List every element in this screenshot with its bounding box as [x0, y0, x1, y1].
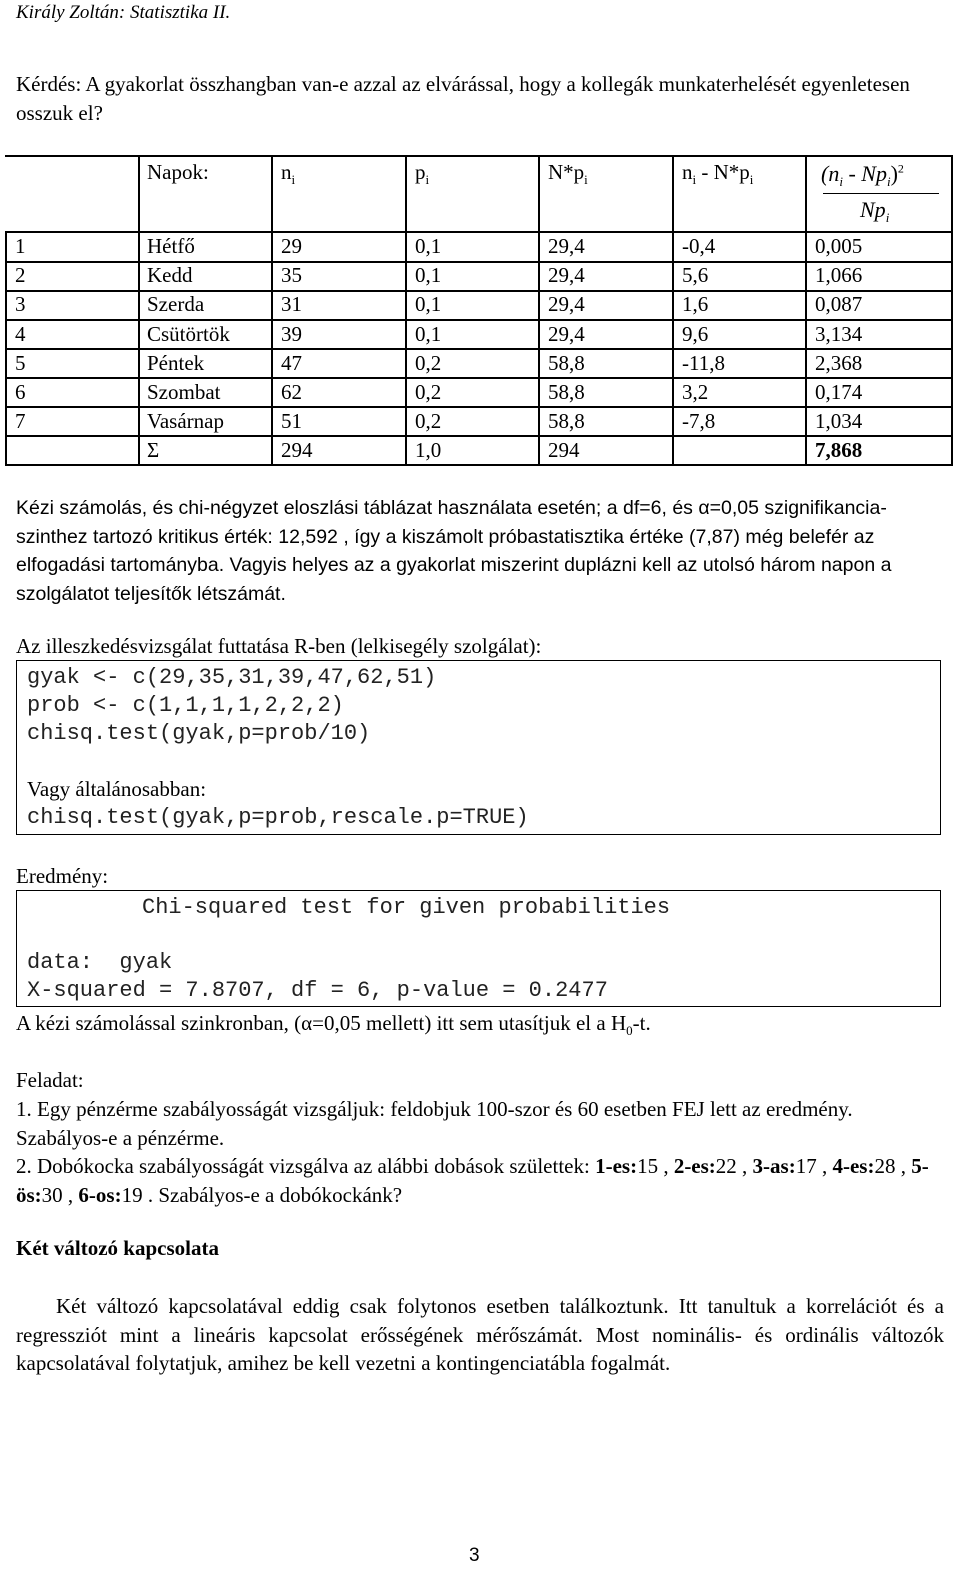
question-paragraph: Kérdés: A gyakorlat összhangban van-e azzal az elvárással, hogy a kollegák munkaterhelését egyenletesen osszuk el?: [16, 72, 910, 125]
header-diff: $n_i - N*p_i$: [682, 160, 754, 187]
table-cell-idx: 5: [15, 350, 26, 375]
output-data-line: data: gyak: [27, 950, 173, 975]
table-cell-diff: 1,6: [682, 292, 709, 317]
table-cell-diff: -11,8: [682, 350, 725, 375]
table-cell-np: 29,4: [548, 234, 585, 258]
code-line-2: prob <- c(1,1,1,1,2,2,2): [27, 693, 344, 718]
table-cell-p: 0,2: [415, 350, 442, 375]
table-cell-diff: 9,6: [682, 321, 709, 346]
sum-label: Σ: [147, 438, 160, 462]
table-cell-chi: 0,005: [815, 234, 863, 258]
table-cell-idx: 1: [15, 234, 26, 258]
table-cell-n: 39: [281, 321, 302, 346]
table-cell-np: 29,4: [548, 321, 585, 346]
table-cell-n: 29: [281, 234, 302, 258]
table-cell-chi: 0,087: [815, 292, 863, 317]
table-cell-n: 51: [281, 409, 302, 434]
sum-p: 1,0: [415, 438, 442, 462]
table-cell-idx: 7: [15, 409, 26, 434]
table-cell-idx: 4: [15, 321, 26, 346]
table-cell-np: 58,8: [548, 380, 585, 404]
sum-chi: 7,868: [815, 438, 863, 462]
table-cell-day: Csütörtök: [147, 321, 230, 346]
code-alt-label: Vagy általánosabban:: [27, 777, 207, 801]
table-cell-day: Vasárnap: [147, 409, 224, 434]
header-formula-numerator: $(n_i - Np_i)^2$: [821, 161, 904, 189]
fraction-bar: [823, 193, 939, 194]
table-cell-idx: 6: [15, 380, 26, 404]
table-cell-day: Hétfő: [147, 234, 195, 258]
r-output-box: [16, 890, 941, 1007]
table-cell-np: 29,4: [548, 292, 585, 317]
conclusion: A kézi számolással szinkronban, (α=0,05 mellett) itt sem utasítjuk el a $H_0-t$.: [16, 1011, 651, 1038]
table-cell-chi: 2,368: [815, 350, 863, 375]
code-line-3: chisq.test(gyak,p=prob/10): [27, 721, 371, 746]
task-2: 2. Dobókocka szabályosságát vizsgálva az alábbi dobások születtek: 1-es:15 , 2-es:22 , 3-as:17 , 4-es:28 , 5-ös:30 , 6-os:19 . Szabályos-e a dobókockánk?: [16, 1154, 929, 1207]
table-cell-np: 29,4: [548, 263, 585, 288]
output-stat-line: X-squared = 7.8707, df = 6, p-value = 0.2477: [27, 978, 608, 1003]
header-formula-denominator: $Np_i$: [860, 197, 890, 225]
code-line-4: chisq.test(gyak,p=prob,rescale.p=TRUE): [27, 805, 529, 830]
table-cell-n: 47: [281, 350, 302, 375]
table-cell-day: Szombat: [147, 380, 221, 404]
section-title: Két változó kapcsolata: [16, 1236, 219, 1260]
table-cell-idx: 3: [15, 292, 26, 317]
table-cell-p: 0,2: [415, 380, 442, 404]
table-cell-idx: 2: [15, 263, 26, 288]
code-line-1: gyak <- c(29,35,31,39,47,62,51): [27, 665, 437, 690]
table-cell-diff: -7,8: [682, 409, 716, 434]
table-cell-np: 58,8: [548, 409, 585, 434]
table-cell-day: Szerda: [147, 292, 205, 317]
table-cell-n: 31: [281, 292, 302, 317]
table-cell-day: Péntek: [147, 350, 205, 375]
header-p: $p_i$: [415, 160, 430, 187]
header-np: $N*p_i$: [548, 160, 588, 187]
output-title: Chi-squared test for given probabilities: [142, 895, 671, 920]
table-cell-p: 0,1: [415, 321, 442, 346]
table-cell-diff: 3,2: [682, 380, 709, 404]
manual-calc-paragraph: Kézi számolás, és chi-négyzet eloszlási táblázat használata esetén; a df=6, és α=0,05 szignifikancia-szinthez tartozó kritikus érték: 12,592 , így a kiszámolt próbastatisztika értéke (7,87) még belefér az elfogadási tartományba. Vagyis helyes az a gyakorlat miszerint duplázni kell az utolsó három napon a szolgálatot teljesítők létszámát.: [16, 497, 892, 605]
task-1: 1. Egy pénzérme szabályosságát vizsgáljuk: feldobjuk 100-szor és 60 esetben FEJ lett az eredmény. Szabályos-e a pénzérme.: [16, 1097, 853, 1150]
result-heading: Eredmény:: [16, 864, 109, 888]
table-cell-chi: 1,066: [815, 263, 863, 288]
table-cell-day: Kedd: [147, 263, 193, 288]
sum-n: 294: [281, 438, 313, 462]
table-cell-p: 0,1: [415, 263, 442, 288]
sum-np: 294: [548, 438, 580, 462]
running-header: Király Zoltán: Statisztika II.: [16, 2, 231, 23]
table-cell-np: 58,8: [548, 350, 585, 375]
r-code-box: [16, 660, 941, 835]
header-napok: Napok:: [147, 160, 209, 184]
section-paragraph: Két változó kapcsolatával eddig csak folytonos esetben találkoztunk. Itt tanultuk a korrelációt és a regressziót mint a lineáris kapcsolat erősségének mérőszámát. Most nominális- és ordinális változók kapcsolatával folytatjuk, amihez be kell vezetni a kontingenciatábla fogalmát.: [16, 1294, 944, 1375]
table-cell-n: 62: [281, 380, 302, 404]
header-n: $n_i$: [281, 160, 296, 187]
task-heading: Feladat:: [16, 1068, 84, 1092]
table-cell-p: 0,1: [415, 234, 442, 258]
table-cell-diff: 5,6: [682, 263, 709, 288]
table-cell-p: 0,2: [415, 409, 442, 434]
table-cell-chi: 1,034: [815, 409, 863, 434]
page-number: 3: [469, 1545, 480, 1566]
table-cell-diff: -0,4: [682, 234, 716, 258]
table-cell-n: 35: [281, 263, 302, 288]
table-cell-chi: 0,174: [815, 380, 863, 404]
table-cell-p: 0,1: [415, 292, 442, 317]
r-heading: Az illeszkedésvizsgálat futtatása R-ben (lelkisegély szolgálat):: [16, 634, 542, 658]
table-cell-chi: 3,134: [815, 321, 863, 346]
chi-square-table: [5, 155, 953, 466]
